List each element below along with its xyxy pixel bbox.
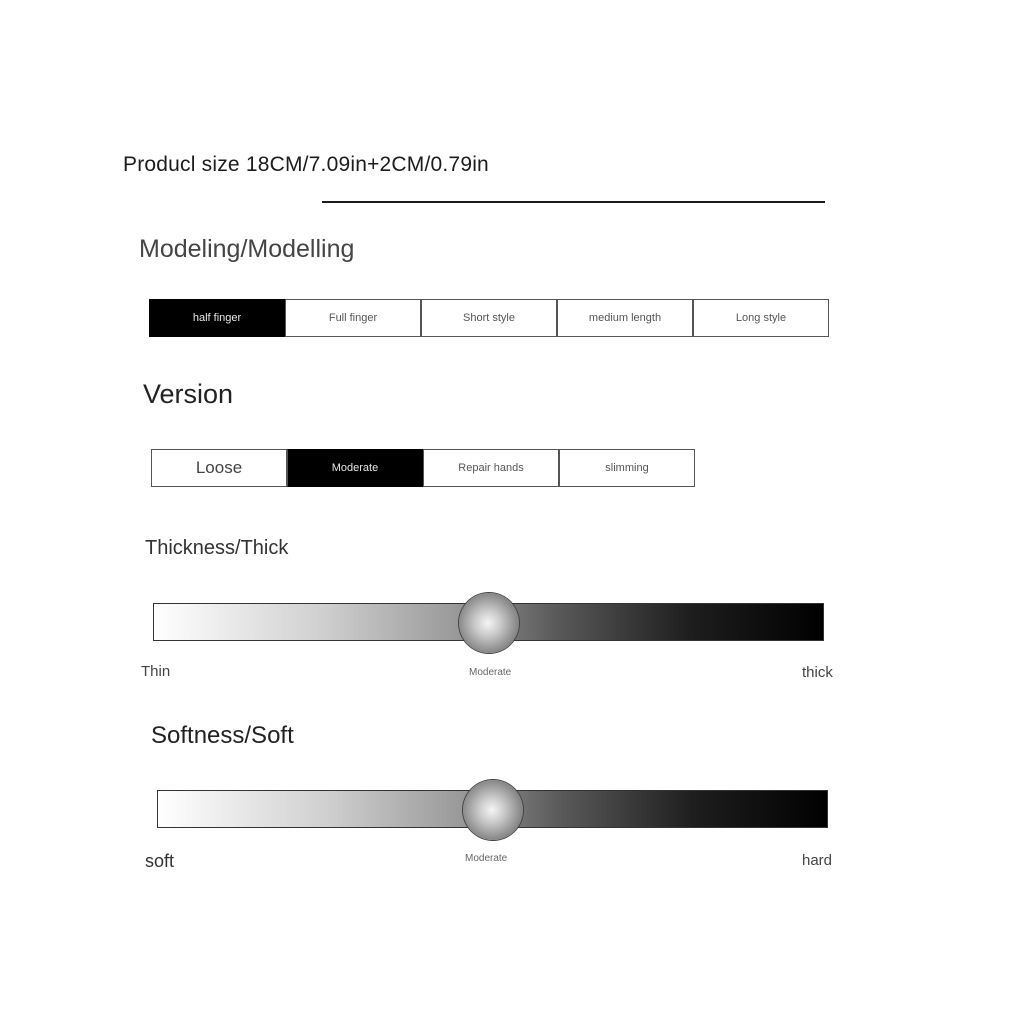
- version-option-repair-hands[interactable]: Repair hands: [423, 449, 559, 487]
- softness-mid-label: Moderate: [465, 853, 508, 864]
- softness-min-label: soft: [145, 851, 175, 871]
- modeling-option-half-finger[interactable]: half finger: [149, 299, 285, 337]
- thickness-mid-label: Moderate: [469, 667, 512, 678]
- thickness-max-label: thick: [802, 664, 833, 681]
- version-option-slimming[interactable]: slimming: [559, 449, 695, 487]
- divider-line: [322, 201, 825, 203]
- modeling-heading: Modeling/Modelling: [139, 235, 355, 263]
- softness-slider-knob[interactable]: [463, 780, 523, 840]
- thickness-slider-knob[interactable]: [459, 593, 519, 653]
- softness-heading: Softness/Soft: [151, 722, 294, 749]
- version-option-moderate[interactable]: Moderate: [287, 449, 423, 487]
- product-size-text: Producl size 18CM/7.09in+2CM/0.79in: [123, 153, 489, 176]
- modeling-options: [149, 299, 829, 337]
- softness-max-label: hard: [802, 852, 833, 869]
- version-heading: Version: [143, 379, 234, 409]
- version-option-loose[interactable]: Loose: [151, 449, 287, 487]
- modeling-option-medium-length[interactable]: medium length: [557, 299, 693, 337]
- modeling-option-full-finger[interactable]: Full finger: [285, 299, 421, 337]
- thickness-heading: Thickness/Thick: [145, 537, 289, 559]
- modeling-option-short-style[interactable]: Short style: [421, 299, 557, 337]
- modeling-option-long-style[interactable]: Long style: [693, 299, 829, 337]
- version-options: [151, 449, 695, 487]
- thickness-min-label: Thin: [141, 663, 171, 680]
